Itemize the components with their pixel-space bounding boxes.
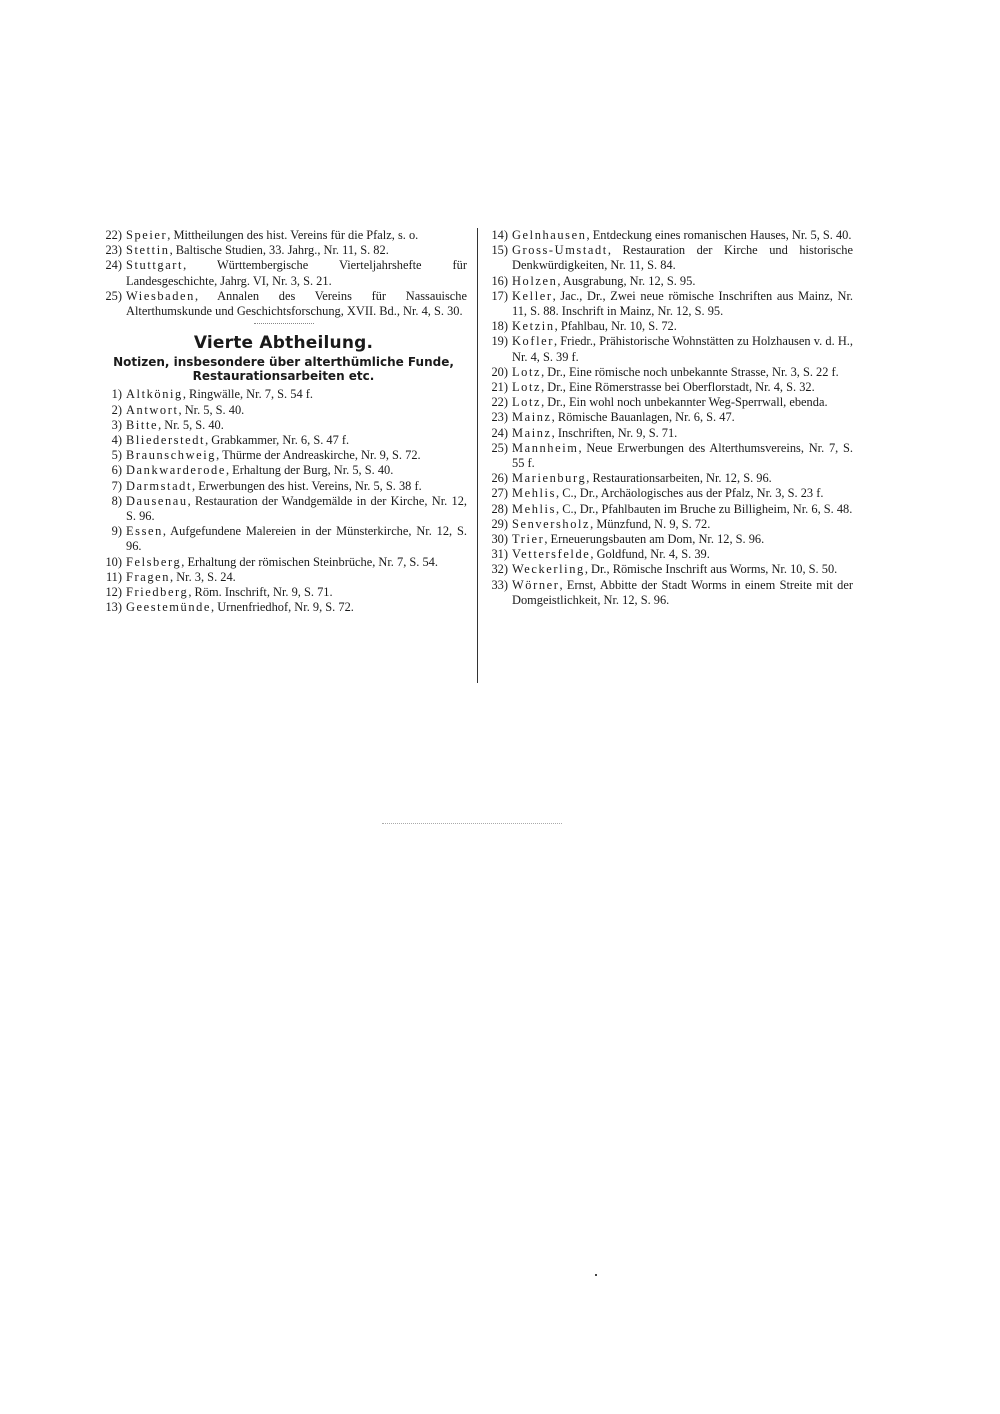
entry-place-name: Dankwarderode bbox=[126, 463, 226, 478]
index-entry bbox=[100, 494, 467, 524]
entry-place-name: Felsberg bbox=[126, 554, 182, 569]
entry-place-name: Trier bbox=[512, 532, 545, 547]
entry-place-name: Weckerling bbox=[512, 562, 585, 577]
entry-text: , Neue Erwerbungen des Alterthumsvereins, Nr. 7, S. 55 f. bbox=[512, 440, 853, 471]
entry-place-name: Gross-Umstadt bbox=[512, 243, 608, 258]
index-entry bbox=[100, 570, 467, 585]
entry-text: , Baltische Studien, 33. Jahrg., Nr. 11, S. 82. bbox=[169, 243, 389, 258]
entry-place-name: Fragen bbox=[126, 569, 171, 584]
index-entry bbox=[486, 410, 853, 425]
section-subheading: Notizen, insbesondere über alterthümliche Funde, Restaurationsarbeiten etc. bbox=[113, 355, 454, 384]
entry-text: , C., Dr., Archäologisches aus der Pfalz, Nr. 3, S. 23 f. bbox=[556, 486, 824, 501]
entry-number: 16) bbox=[491, 273, 508, 288]
entry-number: 30) bbox=[491, 532, 508, 547]
entry-number: 14) bbox=[491, 228, 508, 242]
entry-number: 24) bbox=[105, 258, 122, 273]
entry-number: 4) bbox=[111, 433, 122, 448]
entry-place-name: Antwort bbox=[126, 402, 179, 417]
entry-place-name: Altkönig bbox=[126, 387, 183, 402]
entry-number: 31) bbox=[491, 547, 508, 562]
index-entry bbox=[100, 524, 467, 554]
entry-number: 33) bbox=[491, 577, 508, 592]
index-entry bbox=[100, 448, 467, 463]
index-entry bbox=[486, 289, 853, 319]
entry-text: , Urnenfriedhof, Nr. 9, S. 72. bbox=[211, 600, 354, 615]
index-entry bbox=[100, 418, 467, 433]
entry-place-name: Wörner bbox=[512, 577, 560, 592]
entry-place-name: Gelnhausen bbox=[512, 228, 587, 242]
entry-number: 13) bbox=[105, 600, 122, 615]
entry-number: 18) bbox=[491, 319, 508, 334]
index-entry bbox=[486, 274, 853, 289]
entry-text: , Restauration der Kirche und historische Denkwürdigkeiten, Nr. 11, S. 84. bbox=[512, 243, 853, 273]
entry-place-name: Stettin bbox=[126, 243, 170, 258]
entry-place-name: Keller bbox=[512, 288, 553, 303]
entry-number: 5) bbox=[111, 448, 122, 463]
entry-number: 25) bbox=[491, 440, 508, 455]
entry-text: , Dr., Eine Römerstrasse bei Oberflorstadt, Nr. 4, S. 32. bbox=[541, 380, 815, 395]
index-entry bbox=[486, 486, 853, 501]
entry-place-name: Dausenau bbox=[126, 493, 188, 508]
index-entry bbox=[486, 380, 853, 395]
column-divider bbox=[477, 228, 478, 683]
index-entry bbox=[486, 578, 853, 608]
entry-place-name: Lotz bbox=[512, 395, 542, 410]
index-entry bbox=[100, 555, 467, 570]
entry-text: , Dr., Eine römische noch unbekannte Strasse, Nr. 3, S. 22 f. bbox=[541, 364, 839, 379]
index-entry bbox=[100, 433, 467, 448]
entry-number: 15) bbox=[491, 243, 508, 258]
entry-text: , Pfahlbau, Nr. 10, S. 72. bbox=[554, 319, 677, 334]
entry-text: , Annalen des Vereins für Nassauische Alterthumskunde und Geschichtsforschung, XVII. Bd., Nr. 4, S. 30. bbox=[126, 288, 467, 319]
index-entry bbox=[486, 426, 853, 441]
entry-place-name: Darmstadt bbox=[126, 478, 193, 493]
entry-number: 9) bbox=[111, 524, 122, 539]
entry-text: , Dr., Römische Inschrift aus Worms, Nr. 10, S. 50. bbox=[584, 562, 838, 577]
index-entry bbox=[486, 532, 853, 547]
entry-place-name: Bliederstedt bbox=[126, 433, 206, 448]
entry-list-top bbox=[100, 228, 467, 319]
entry-number: 19) bbox=[491, 334, 508, 349]
entry-number: 25) bbox=[105, 288, 122, 303]
entry-place-name: Mannheim bbox=[512, 440, 579, 455]
entry-number: 11) bbox=[105, 569, 122, 584]
entry-text: , Goldfund, Nr. 4, S. 39. bbox=[590, 547, 710, 562]
entry-text: , Dr., Ein wohl noch unbekannter Weg-Sperrwall, ebenda. bbox=[541, 395, 828, 410]
entry-place-name: Bitte bbox=[126, 417, 159, 432]
index-entry bbox=[486, 547, 853, 562]
entry-number: 17) bbox=[491, 288, 508, 303]
entry-number: 12) bbox=[105, 585, 122, 600]
entry-text: , Nr. 5, S. 40. bbox=[158, 417, 224, 432]
entry-text: , Ausgrabung, Nr. 12, S. 95. bbox=[557, 273, 696, 288]
right-column bbox=[486, 228, 853, 608]
entry-text: , Münzfund, N. 9, S. 72. bbox=[590, 516, 711, 531]
entry-text: , C., Dr., Pfahlbauten im Bruche zu Billigheim, Nr. 6, S. 48. bbox=[556, 501, 853, 516]
section-heading: Vierte Abtheilung. bbox=[193, 333, 374, 354]
index-entry bbox=[486, 562, 853, 577]
index-entry bbox=[486, 334, 853, 364]
entry-place-name: Senversholz bbox=[512, 516, 591, 531]
entry-place-name: Speier bbox=[126, 228, 168, 242]
entry-text: , Inschriften, Nr. 9, S. 71. bbox=[551, 425, 678, 440]
entry-number: 3) bbox=[111, 417, 122, 432]
entry-number: 32) bbox=[491, 562, 508, 577]
entry-text: , Grabkammer, Nr. 6, S. 47 f. bbox=[205, 433, 350, 448]
entry-list-bottom bbox=[100, 387, 467, 615]
entry-place-name: Holzen bbox=[512, 273, 558, 288]
index-entry bbox=[100, 403, 467, 418]
entry-text: , Nr. 3, S. 24. bbox=[170, 569, 236, 584]
entry-number: 6) bbox=[111, 463, 122, 478]
entry-text: , Aufgefundene Malereien in der Münsterkirche, Nr. 12, S. 96. bbox=[126, 524, 467, 554]
entry-text: , Restauration der Wandgemälde in der Kirche, Nr. 12, S. 96. bbox=[126, 493, 467, 524]
entry-place-name: Stuttgart bbox=[126, 258, 184, 273]
bottom-dotted-rule bbox=[382, 823, 562, 824]
entry-number: 23) bbox=[105, 243, 122, 258]
left-column bbox=[100, 228, 467, 615]
entry-list-right bbox=[486, 228, 853, 608]
entry-place-name: Ketzin bbox=[512, 319, 555, 334]
entry-number: 21) bbox=[491, 380, 508, 395]
entry-number: 28) bbox=[491, 501, 508, 516]
index-entry bbox=[100, 479, 467, 494]
entry-place-name: Friedberg bbox=[126, 585, 189, 600]
index-entry bbox=[100, 387, 467, 402]
entry-text: , Restaurationsarbeiten, Nr. 12, S. 96. bbox=[586, 471, 772, 486]
entry-place-name: Lotz bbox=[512, 380, 542, 395]
index-entry bbox=[100, 289, 467, 319]
entry-number: 8) bbox=[111, 493, 122, 508]
index-entry bbox=[486, 471, 853, 486]
entry-place-name: Vettersfelde bbox=[512, 547, 591, 562]
entry-place-name: Braunschweig bbox=[126, 448, 217, 463]
entry-number: 24) bbox=[491, 425, 508, 440]
entry-number: 10) bbox=[105, 554, 122, 569]
entry-text: , Friedr., Prähistorische Wohnstätten zu Holzhausen v. d. H., Nr. 4, S. 39 f. bbox=[512, 334, 853, 364]
index-entry bbox=[486, 243, 853, 273]
entry-place-name: Mainz bbox=[512, 425, 552, 440]
entry-number: 2) bbox=[111, 402, 122, 417]
entry-number: 1) bbox=[111, 387, 122, 402]
entry-place-name: Marienburg bbox=[512, 471, 587, 486]
entry-number: 27) bbox=[491, 486, 508, 501]
entry-place-name: Essen bbox=[126, 524, 163, 539]
index-entry bbox=[486, 517, 853, 532]
entry-number: 7) bbox=[111, 478, 122, 493]
index-entry bbox=[100, 463, 467, 478]
index-entry bbox=[100, 258, 467, 288]
entry-text: , Thürme der Andreaskirche, Nr. 9, S. 72. bbox=[216, 448, 421, 463]
index-entry bbox=[486, 365, 853, 380]
entry-number: 23) bbox=[491, 410, 508, 425]
entry-text: , Nr. 5, S. 40. bbox=[178, 402, 245, 417]
entry-place-name: Kofler bbox=[512, 334, 554, 349]
entry-text: , Römische Bauanlagen, Nr. 6, S. 47. bbox=[551, 410, 735, 425]
entry-place-name: Mainz bbox=[512, 410, 552, 425]
index-entry bbox=[100, 585, 467, 600]
index-entry bbox=[486, 441, 853, 471]
entry-text: , Entdeckung eines romanischen Hauses, Nr. 5, S. 40. bbox=[586, 228, 852, 242]
print-speck bbox=[595, 1274, 597, 1276]
entry-number: 22) bbox=[491, 395, 508, 410]
entry-place-name: Lotz bbox=[512, 364, 542, 379]
entry-place-name: Geestemünde bbox=[126, 600, 212, 615]
entry-text: , Erneuerungsbauten am Dom, Nr. 12, S. 96. bbox=[544, 532, 765, 547]
entry-place-name: Wiesbaden bbox=[126, 288, 195, 303]
entry-place-name: Mehlis bbox=[512, 501, 557, 516]
entry-text: , Erwerbungen des hist. Vereins, Nr. 5, S. 38 f. bbox=[192, 478, 422, 493]
section-divider-rule bbox=[254, 323, 314, 324]
entry-place-name: Mehlis bbox=[512, 486, 557, 501]
entry-text: , Jac., Dr., Zwei neue römische Inschriften aus Mainz, Nr. 11, S. 88. Inschrift in Mainz, Nr. 12, S. 95. bbox=[512, 288, 853, 319]
entry-number: 29) bbox=[491, 516, 508, 531]
index-entry bbox=[100, 600, 467, 615]
index-entry bbox=[100, 228, 467, 243]
index-entry bbox=[486, 502, 853, 517]
entry-text: , Mittheilungen des hist. Vereins für die Pfalz, s. o. bbox=[167, 228, 419, 242]
entry-text: , Erhaltung der römischen Steinbrüche, Nr. 7, S. 54. bbox=[181, 554, 438, 569]
entry-text: , Württembergische Vierteljahrshefte für Landesgeschichte, Jahrg. VI, Nr. 3, S. 21. bbox=[126, 258, 467, 288]
entry-text: , Erhaltung der Burg, Nr. 5, S. 40. bbox=[225, 463, 394, 478]
index-entry bbox=[486, 319, 853, 334]
entry-number: 26) bbox=[491, 471, 508, 486]
index-entry bbox=[100, 243, 467, 258]
index-entry bbox=[486, 228, 853, 243]
entry-text: , Ringwälle, Nr. 7, S. 54 f. bbox=[182, 387, 313, 402]
entry-text: , Röm. Inschrift, Nr. 9, S. 71. bbox=[188, 585, 333, 600]
entry-number: 22) bbox=[105, 228, 122, 242]
entry-text: , Ernst, Abbitte der Stadt Worms in einem Streite mit der Domgeistlichkeit, Nr. 12, S. 96. bbox=[512, 577, 853, 607]
index-entry bbox=[486, 395, 853, 410]
entry-number: 20) bbox=[491, 364, 508, 379]
